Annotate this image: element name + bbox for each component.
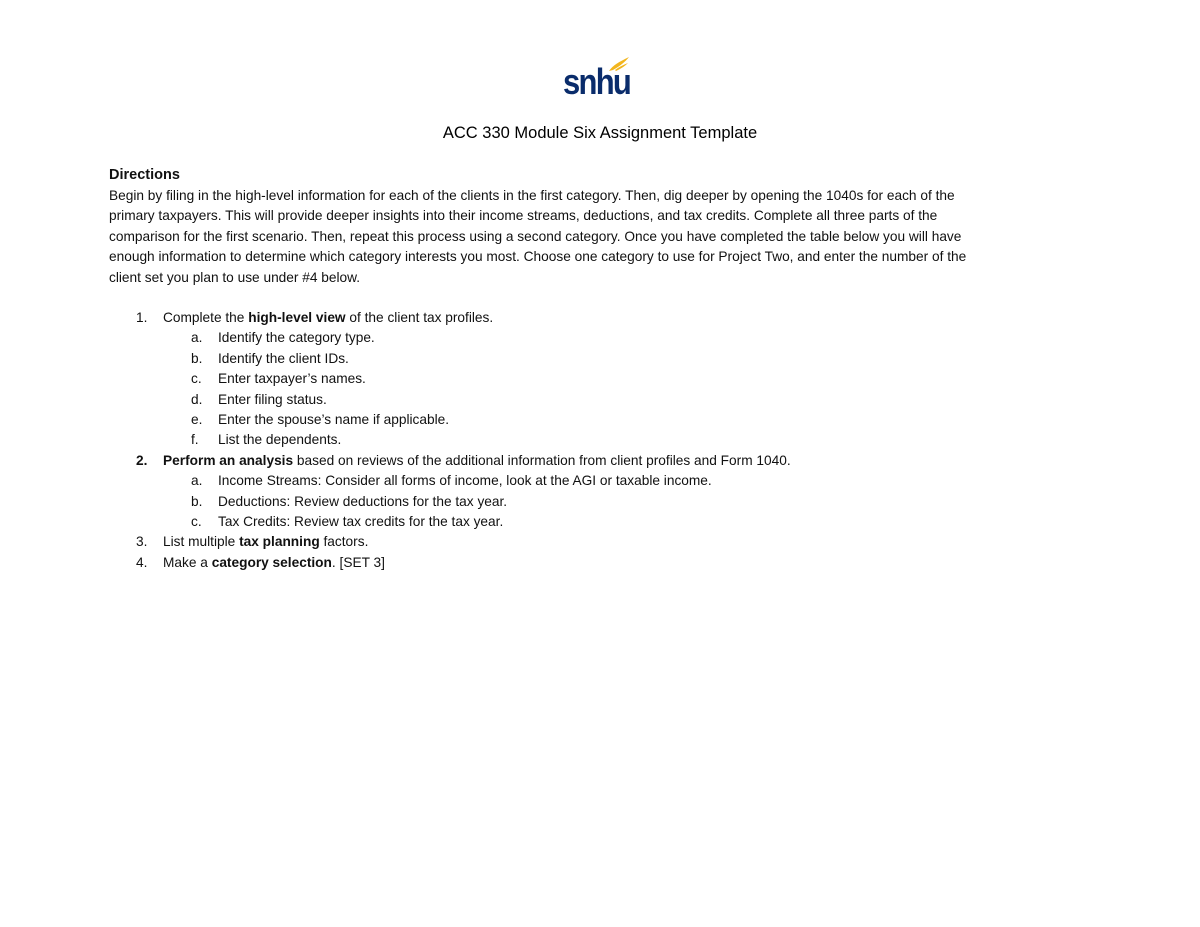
directions-line: enough information to determine which category interests you most. Choose one category to use for Project Two, and enter the number of the: [109, 249, 967, 265]
list-item-substep: b. Deductions: Review deductions for the tax year.: [191, 493, 508, 509]
step-number: 4.: [136, 554, 148, 570]
snhu-logo: [563, 56, 633, 102]
page-title: ACC 330 Module Six Assignment Template: [442, 124, 758, 142]
step-number: 2.: [136, 452, 148, 468]
list-item-substep: f. List the dependents.: [191, 432, 342, 448]
step-text: Complete the high-level view of the client tax profiles.: [163, 310, 494, 325]
list-item-step-4: [0, 553, 1200, 573]
step-number: 3.: [136, 534, 148, 550]
directions-body: [109, 186, 1094, 288]
list-item-substep: c. Tax Credits: Review tax credits for the tax year.: [191, 513, 504, 529]
list-item-substep: e. Enter the spouse’s name if applicable.: [191, 411, 450, 427]
list-item-step-3: [0, 532, 1200, 552]
list-item-step-1: [0, 308, 1200, 328]
step-text: Perform an analysis based on reviews of the additional information from client profiles and Form 1040.: [163, 452, 791, 468]
directions-line: Begin by filing in the high-level information for each of the clients in the first category. Then, dig deeper by opening the 1040s for each of the: [109, 188, 955, 203]
list-item-substep: c. Enter taxpayer’s names.: [191, 371, 366, 387]
step-text: Make a category selection. [SET 3]: [163, 554, 385, 570]
list-item-substep: b. Identify the client IDs.: [191, 350, 349, 366]
directions-heading: Directions: [109, 167, 180, 183]
steps-list: [0, 308, 1200, 573]
directions-line: client set you plan to use under #4 below.: [109, 269, 361, 285]
logo-wordmark: snhu: [563, 61, 631, 102]
directions-line: comparison for the first scenario. Then, repeat this process using a second category. Once you have completed the table below you will have: [109, 228, 962, 244]
list-item-substep: d. Enter filing status.: [191, 391, 327, 407]
directions-line: primary taxpayers. This will provide deeper insights into their income streams, deductions, and tax credits. Complete all three parts of the: [109, 208, 938, 224]
list-item-step-2: [0, 451, 1200, 471]
list-item-substep: a. Income Streams: Consider all forms of income, look at the AGI or taxable income.: [191, 473, 712, 489]
list-item-substep: a. Identify the category type.: [191, 330, 375, 346]
step-number: 1.: [136, 310, 148, 325]
step-text: List multiple tax planning factors.: [163, 534, 369, 550]
